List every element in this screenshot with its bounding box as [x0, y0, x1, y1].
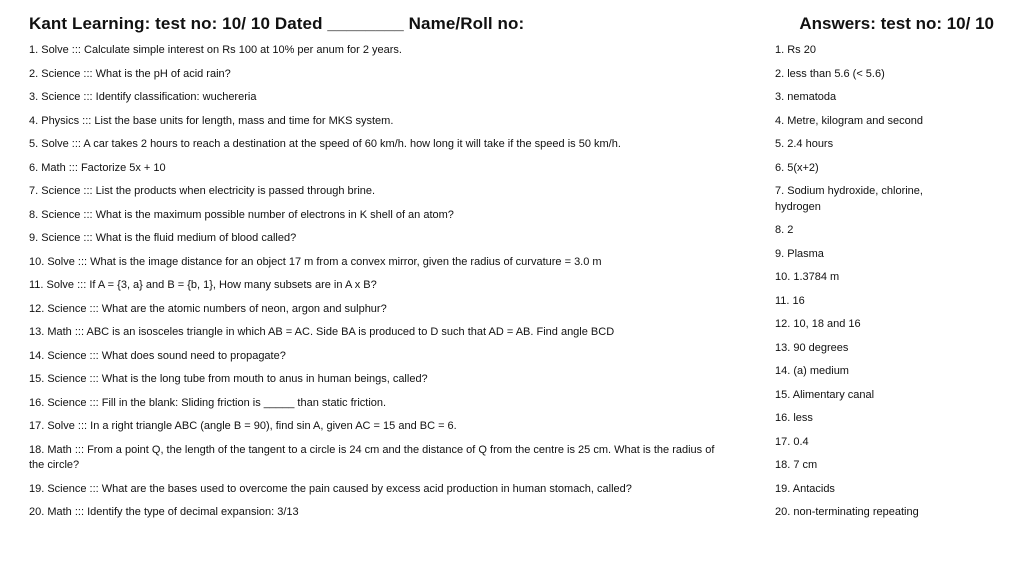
- question-item: 14. Science ::: What does sound need to propagate?: [29, 349, 286, 362]
- question-item: 8. Science ::: What is the maximum possible number of electrons in K shell of an atom?: [29, 208, 454, 221]
- question-item: 9. Science ::: What is the fluid medium of blood called?: [29, 232, 297, 244]
- question-item: 5. Solve ::: A car takes 2 hours to reach a destination at the speed of 60 km/h. how long it will take if the speed is 50 km/h.: [29, 138, 621, 150]
- answer-item: 11. 16: [775, 294, 805, 307]
- answer-item: 20. non-terminating repeating: [775, 506, 919, 518]
- question-item: 6. Math ::: Factorize 5x + 10: [29, 161, 166, 174]
- question-item: 17. Solve ::: In a right triangle ABC (angle B = 90), find sin A, given AC = 15 and BC = 6.: [29, 420, 457, 432]
- question-item: 16. Science ::: Fill in the blank: Sliding friction is _____ than static friction.: [29, 396, 387, 409]
- answer-item: 7. Sodium hydroxide, chlorine, hydrogen: [775, 185, 923, 213]
- question-item: 20. Math ::: Identify the type of decimal expansion: 3/13: [29, 506, 299, 518]
- question-item: 18. Math ::: From a point Q, the length of the tangent to a circle is 24 cm and the distance of Q from the centre is 25 cm. What is the radius of the circle?: [29, 443, 715, 471]
- answer-list: [775, 43, 965, 529]
- answer-item: 19. Antacids: [775, 482, 835, 495]
- answer-item: 16. less: [775, 412, 813, 424]
- question-item: 11. Solve ::: If A = {3, a} and B = {b, 1}, How many subsets are in A x B?: [29, 279, 377, 291]
- question-item: 10. Solve ::: What is the image distance for an object 17 m from a convex mirror, given the radius of curvature = 3.0 m: [29, 255, 602, 268]
- question-item: 1. Solve ::: Calculate simple interest on Rs 100 at 10% per anum for 2 years.: [29, 44, 402, 56]
- answer-item: 1. Rs 20: [775, 44, 816, 56]
- answer-item: 4. Metre, kilogram and second: [775, 114, 923, 127]
- question-list: [29, 43, 729, 529]
- question-item: 13. Math ::: ABC is an isosceles triangle in which AB = AC. Side BA is produced to D such that AD = AB. Find angle BCD: [29, 326, 615, 338]
- answer-item: 14. (a) medium: [775, 365, 849, 377]
- question-item: 3. Science ::: Identify classification: wuchereria: [29, 91, 257, 103]
- worksheet-title: Kant Learning: test no: 10/ 10 Dated ________ Name/Roll no:: [29, 14, 525, 33]
- answer-item: 13. 90 degrees: [775, 341, 849, 354]
- answer-item: 2. less than 5.6 (< 5.6): [775, 67, 885, 80]
- question-item: 12. Science ::: What are the atomic numbers of neon, argon and sulphur?: [29, 302, 387, 315]
- answer-item: 15. Alimentary canal: [775, 388, 875, 401]
- answer-item: 6. 5(x+2): [775, 161, 819, 174]
- answer-item: 3. nematoda: [775, 91, 837, 103]
- question-item: 2. Science ::: What is the pH of acid rain?: [29, 67, 231, 80]
- question-item: 19. Science ::: What are the bases used to overcome the pain caused by excess acid production in human stomach, called?: [29, 482, 632, 495]
- answer-item: 10. 1.3784 m: [775, 271, 840, 283]
- answer-item: 5. 2.4 hours: [775, 138, 834, 150]
- answer-item: 8. 2: [775, 224, 794, 236]
- question-item: 7. Science ::: List the products when electricity is passed through brine.: [29, 185, 376, 197]
- answer-item: 17. 0.4: [775, 435, 809, 448]
- answers-title: Answers: test no: 10/ 10: [799, 14, 994, 33]
- answer-item: 9. Plasma: [775, 247, 824, 260]
- question-item: 15. Science ::: What is the long tube from mouth to anus in human beings, called?: [29, 373, 428, 385]
- answer-item: 18. 7 cm: [775, 459, 818, 471]
- question-item: 4. Physics ::: List the base units for length, mass and time for MKS system.: [29, 114, 394, 127]
- answer-item: 12. 10, 18 and 16: [775, 318, 861, 330]
